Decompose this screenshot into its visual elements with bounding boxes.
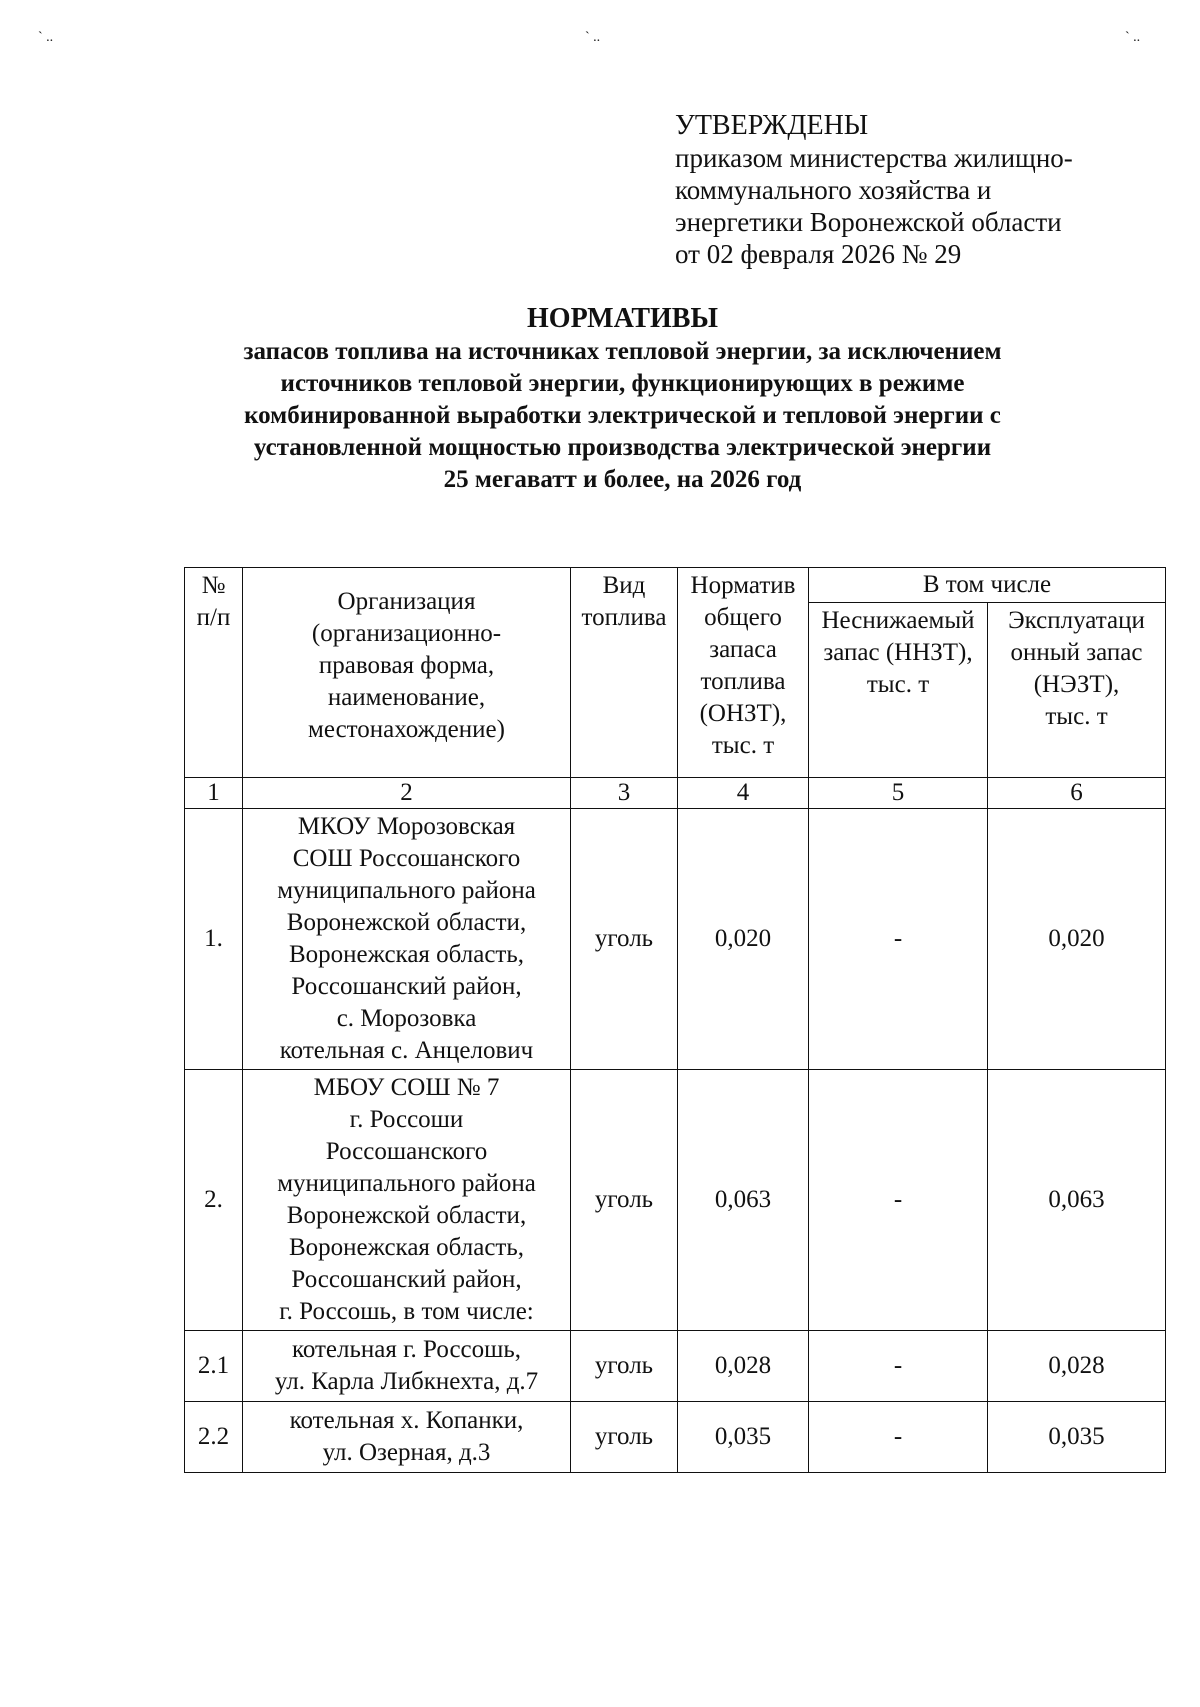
row-fuel: уголь	[571, 1070, 678, 1331]
header-group: В том числе	[809, 568, 1166, 603]
header-org: Организация (организационно- правовая форма, наименование, местонахождение)	[243, 568, 571, 778]
table-row	[185, 809, 1166, 1070]
document-subtitle	[150, 336, 1095, 496]
fuel-norms-table	[184, 567, 1166, 1473]
row-nnzt: -	[809, 1070, 988, 1331]
row-total: 0,063	[678, 1070, 809, 1331]
row-nezt: 0,063	[988, 1070, 1166, 1331]
column-number: 1	[185, 778, 243, 809]
header-total: Норматив общего запаса топлива (ОНЗТ), тыс. т	[678, 568, 809, 778]
approval-line: приказом министерства жилищно-	[675, 143, 1073, 173]
row-org: котельная г. Россошь, ул. Карла Либкнехта, д.7	[243, 1331, 571, 1402]
subtitle-line: комбинированной выработки электрической и тепловой энергии с	[244, 402, 1001, 429]
row-num: 2.1	[185, 1331, 243, 1402]
row-nnzt: -	[809, 1331, 988, 1402]
scan-marks	[0, 30, 1200, 50]
row-nezt: 0,028	[988, 1331, 1166, 1402]
table-row	[185, 1402, 1166, 1473]
row-fuel: уголь	[571, 809, 678, 1070]
row-org: МКОУ Морозовская СОШ Россошанского муниципального района Воронежской области, Воронежская область, Россошанский район, с. Морозовка котельная с. Анцелович	[243, 809, 571, 1070]
header-nnzt: Неснижаемый запас (ННЗТ), тыс. т	[809, 603, 988, 778]
row-total: 0,028	[678, 1331, 809, 1402]
scan-mark-center: ` ..	[585, 30, 601, 45]
row-fuel: уголь	[571, 1331, 678, 1402]
approval-line: коммунального хозяйства и	[675, 175, 992, 205]
subtitle-line: 25 мегаватт и более, на 2026 год	[443, 466, 802, 493]
scan-mark-right: ` ..	[1125, 30, 1141, 45]
table-row	[185, 1331, 1166, 1402]
header-nezt: Эксплуатаци онный запас (НЭЗТ), тыс. т	[988, 603, 1166, 778]
column-number: 3	[571, 778, 678, 809]
row-nnzt: -	[809, 809, 988, 1070]
table-row	[185, 1070, 1166, 1331]
row-num: 2.2	[185, 1402, 243, 1473]
subtitle-line: источников тепловой энергии, функционирующих в режиме	[280, 370, 965, 397]
subtitle-line: запасов топлива на источниках тепловой энергии, за исключением	[243, 338, 1002, 365]
row-num: 1.	[185, 809, 243, 1070]
row-total: 0,020	[678, 809, 809, 1070]
column-number: 4	[678, 778, 809, 809]
subtitle-line: установленной мощностью производства электрической энергии	[253, 434, 992, 461]
approval-stamp	[675, 110, 1145, 270]
column-number: 2	[243, 778, 571, 809]
row-nezt: 0,035	[988, 1402, 1166, 1473]
column-number: 6	[988, 778, 1166, 809]
scan-mark-left: ` ..	[38, 30, 54, 45]
header-num: № п/п	[185, 568, 243, 778]
row-org: котельная х. Копанки, ул. Озерная, д.3	[243, 1402, 571, 1473]
approval-head: УТВЕРЖДЕНЫ	[675, 110, 869, 141]
document-title: НОРМАТИВЫ	[527, 303, 718, 334]
document-title-block	[150, 302, 1095, 496]
approval-line: от 02 февраля 2026 № 29	[675, 239, 962, 269]
approval-line: энергетики Воронежской области	[675, 207, 1062, 237]
row-fuel: уголь	[571, 1402, 678, 1473]
column-number: 5	[809, 778, 988, 809]
column-number-row	[185, 778, 1166, 809]
row-num: 2.	[185, 1070, 243, 1331]
row-org: МБОУ СОШ № 7 г. Россоши Россошанского муниципального района Воронежской области, Воронежская область, Россошанский район, г. Россошь, в том числе:	[243, 1070, 571, 1331]
row-nezt: 0,020	[988, 809, 1166, 1070]
row-nnzt: -	[809, 1402, 988, 1473]
header-fuel: Вид топлива	[571, 568, 678, 778]
row-total: 0,035	[678, 1402, 809, 1473]
